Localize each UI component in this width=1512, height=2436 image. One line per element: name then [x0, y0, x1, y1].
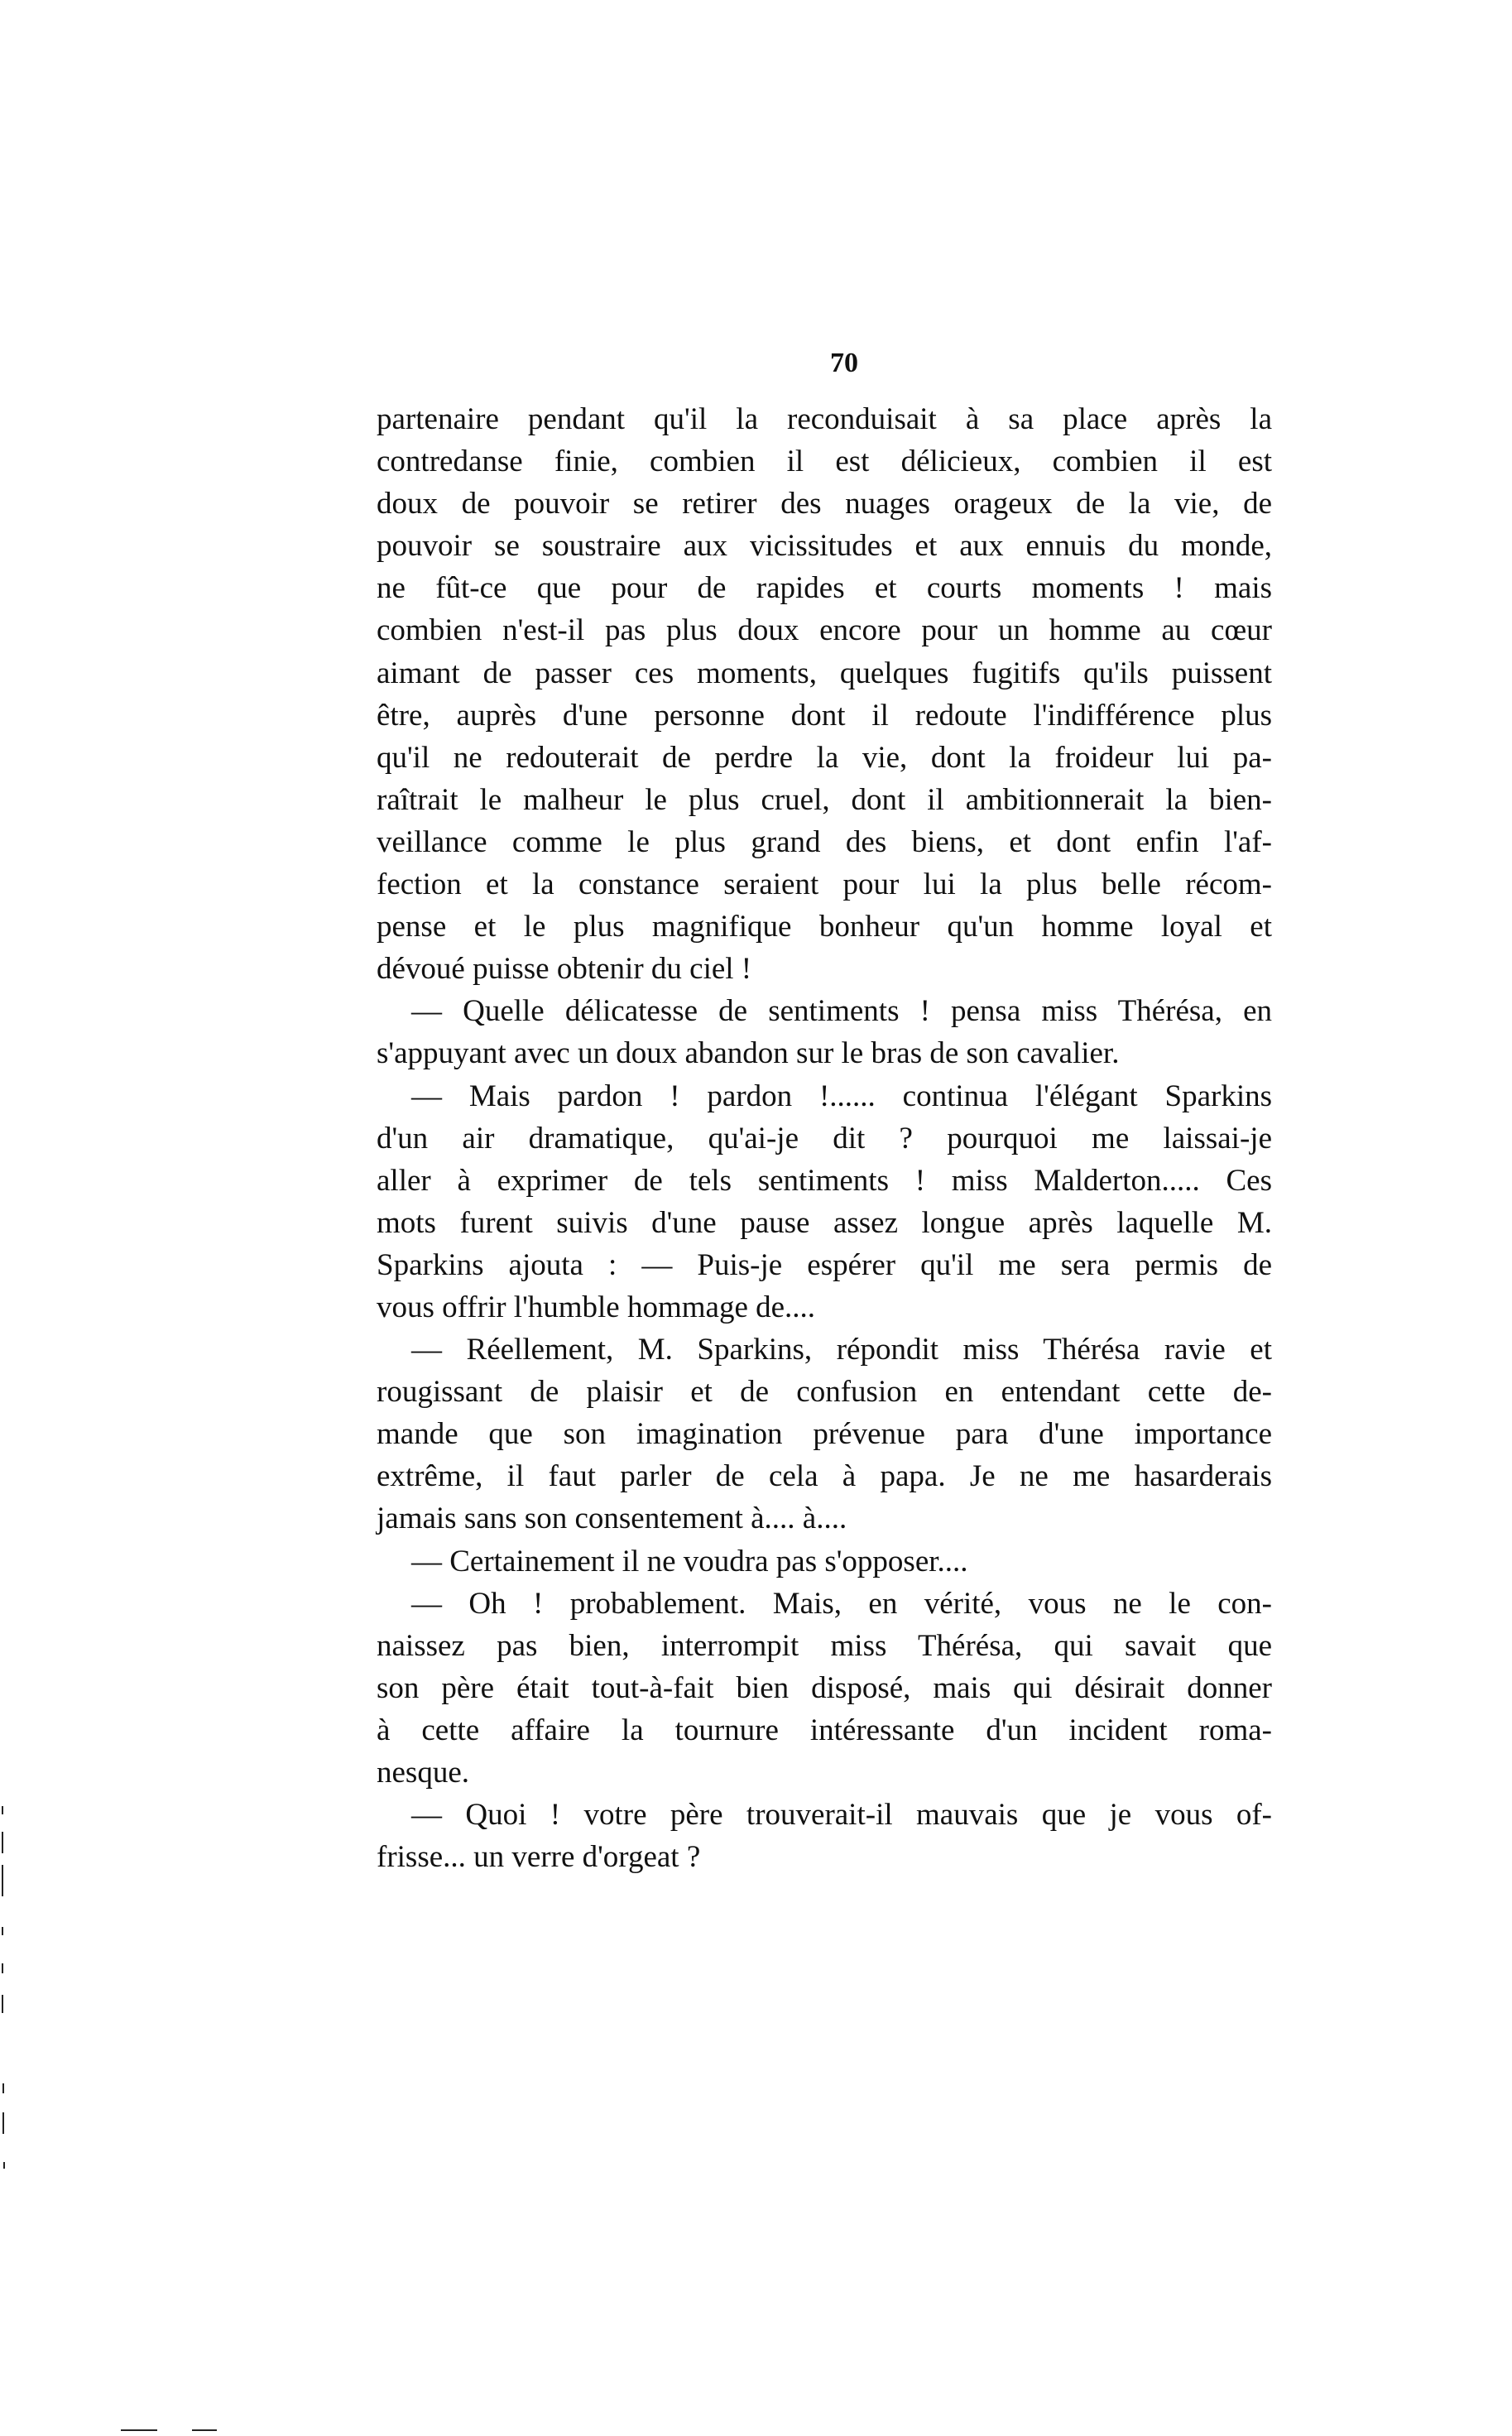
text-line: qu'il ne redouterait de perdre la vie, dont la froideur lui pa-	[377, 740, 1272, 775]
text-line: mots furent suivis d'une pause assez longue après laquelle M.	[377, 1205, 1272, 1240]
text-line: mande que son imagination prévenue para d'une importance	[377, 1417, 1272, 1452]
text-line: contredanse finie, combien il est délicieux, combien il est	[377, 444, 1272, 479]
text-line: partenaire pendant qu'il la reconduisait à sa place après la	[377, 402, 1272, 436]
scan-artifact-mark	[2, 1927, 3, 1935]
text-line: frisse... un verre d'orgeat ?	[377, 1840, 701, 1875]
text-line: — Quoi ! votre père trouverait-il mauvais que je vous of-	[411, 1798, 1272, 1833]
text-line: raîtrait le malheur le plus cruel, dont il ambitionnerait la bien-	[377, 782, 1272, 817]
text-line: fection et la constance seraient pour lui la plus belle récom-	[377, 867, 1272, 902]
text-line: s'appuyant avec un doux abandon sur le bras de son cavalier.	[377, 1036, 1120, 1071]
text-line: dévoué puisse obtenir du ciel !	[377, 952, 752, 987]
text-line: ne fût-ce que pour de rapides et courts moments ! mais	[377, 571, 1272, 606]
text-line: veillance comme le plus grand des biens, et dont enfin l'af-	[377, 824, 1272, 859]
text-line: — Oh ! probablement. Mais, en vérité, vous ne le con-	[411, 1586, 1272, 1621]
scan-artifact-mark	[2, 2083, 4, 2093]
text-line: son père était tout-à-fait bien disposé, mais qui désirait donner	[377, 1670, 1272, 1705]
text-line: — Certainement il ne voudra pas s'opposer....	[411, 1544, 968, 1578]
text-line: doux de pouvoir se retirer des nuages orageux de la vie, de	[377, 487, 1272, 521]
scan-artifact-mark	[2, 1832, 3, 1853]
text-line: rougissant de plaisir et de confusion en entendant cette de-	[377, 1375, 1272, 1410]
scan-artifact-mark	[2, 1995, 3, 2013]
page-body-text	[377, 398, 1272, 1878]
scan-artifact-mark	[192, 2429, 217, 2431]
scan-artifact-mark	[121, 2429, 157, 2431]
text-line: d'un air dramatique, qu'ai-je dit ? pourquoi me laissai-je	[377, 1121, 1272, 1156]
scan-artifact-mark	[2, 1806, 3, 1814]
text-line: pense et le plus magnifique bonheur qu'un homme loyal et	[377, 910, 1272, 944]
text-line: aller à exprimer de tels sentiments ! miss Malderton..... Ces	[377, 1163, 1272, 1198]
text-line: aimant de passer ces moments, quelques fugitifs qu'ils puissent	[377, 656, 1272, 690]
text-line: — Réellement, M. Sparkins, répondit miss Thérésa ravie et	[411, 1333, 1272, 1367]
text-line: Sparkins ajouta : — Puis-je espérer qu'il me sera permis de	[377, 1247, 1272, 1282]
scan-artifact-mark	[2, 1865, 3, 1896]
scan-artifact-mark	[3, 2162, 5, 2169]
text-line: être, auprès d'une personne dont il redoute l'indifférence plus	[377, 698, 1272, 733]
text-line: pouvoir se soustraire aux vicissitudes et aux ennuis du monde,	[377, 529, 1272, 564]
text-line: nesque.	[377, 1756, 469, 1790]
text-line: — Quelle délicatesse de sentiments ! pensa miss Thérésa, en	[411, 994, 1272, 1029]
text-line: vous offrir l'humble hommage de....	[377, 1290, 816, 1324]
text-line: — Mais pardon ! pardon !...... continua l'élégant Sparkins	[411, 1079, 1272, 1113]
text-line: à cette affaire la tournure intéressante d'un incident roma-	[377, 1713, 1272, 1747]
text-line: extrême, il faut parler de cela à papa. Je ne me hasarderais	[377, 1459, 1272, 1494]
text-line: jamais sans son consentement à.... à....	[377, 1501, 847, 1536]
text-line: naissez pas bien, interrompit miss Thérésa, qui savait que	[377, 1628, 1272, 1663]
scan-artifact-mark	[2, 1963, 3, 1973]
page-number: 70	[830, 348, 858, 378]
text-line: combien n'est-il pas plus doux encore pour un homme au cœur	[377, 613, 1272, 648]
scan-artifact-mark	[2, 2112, 4, 2134]
